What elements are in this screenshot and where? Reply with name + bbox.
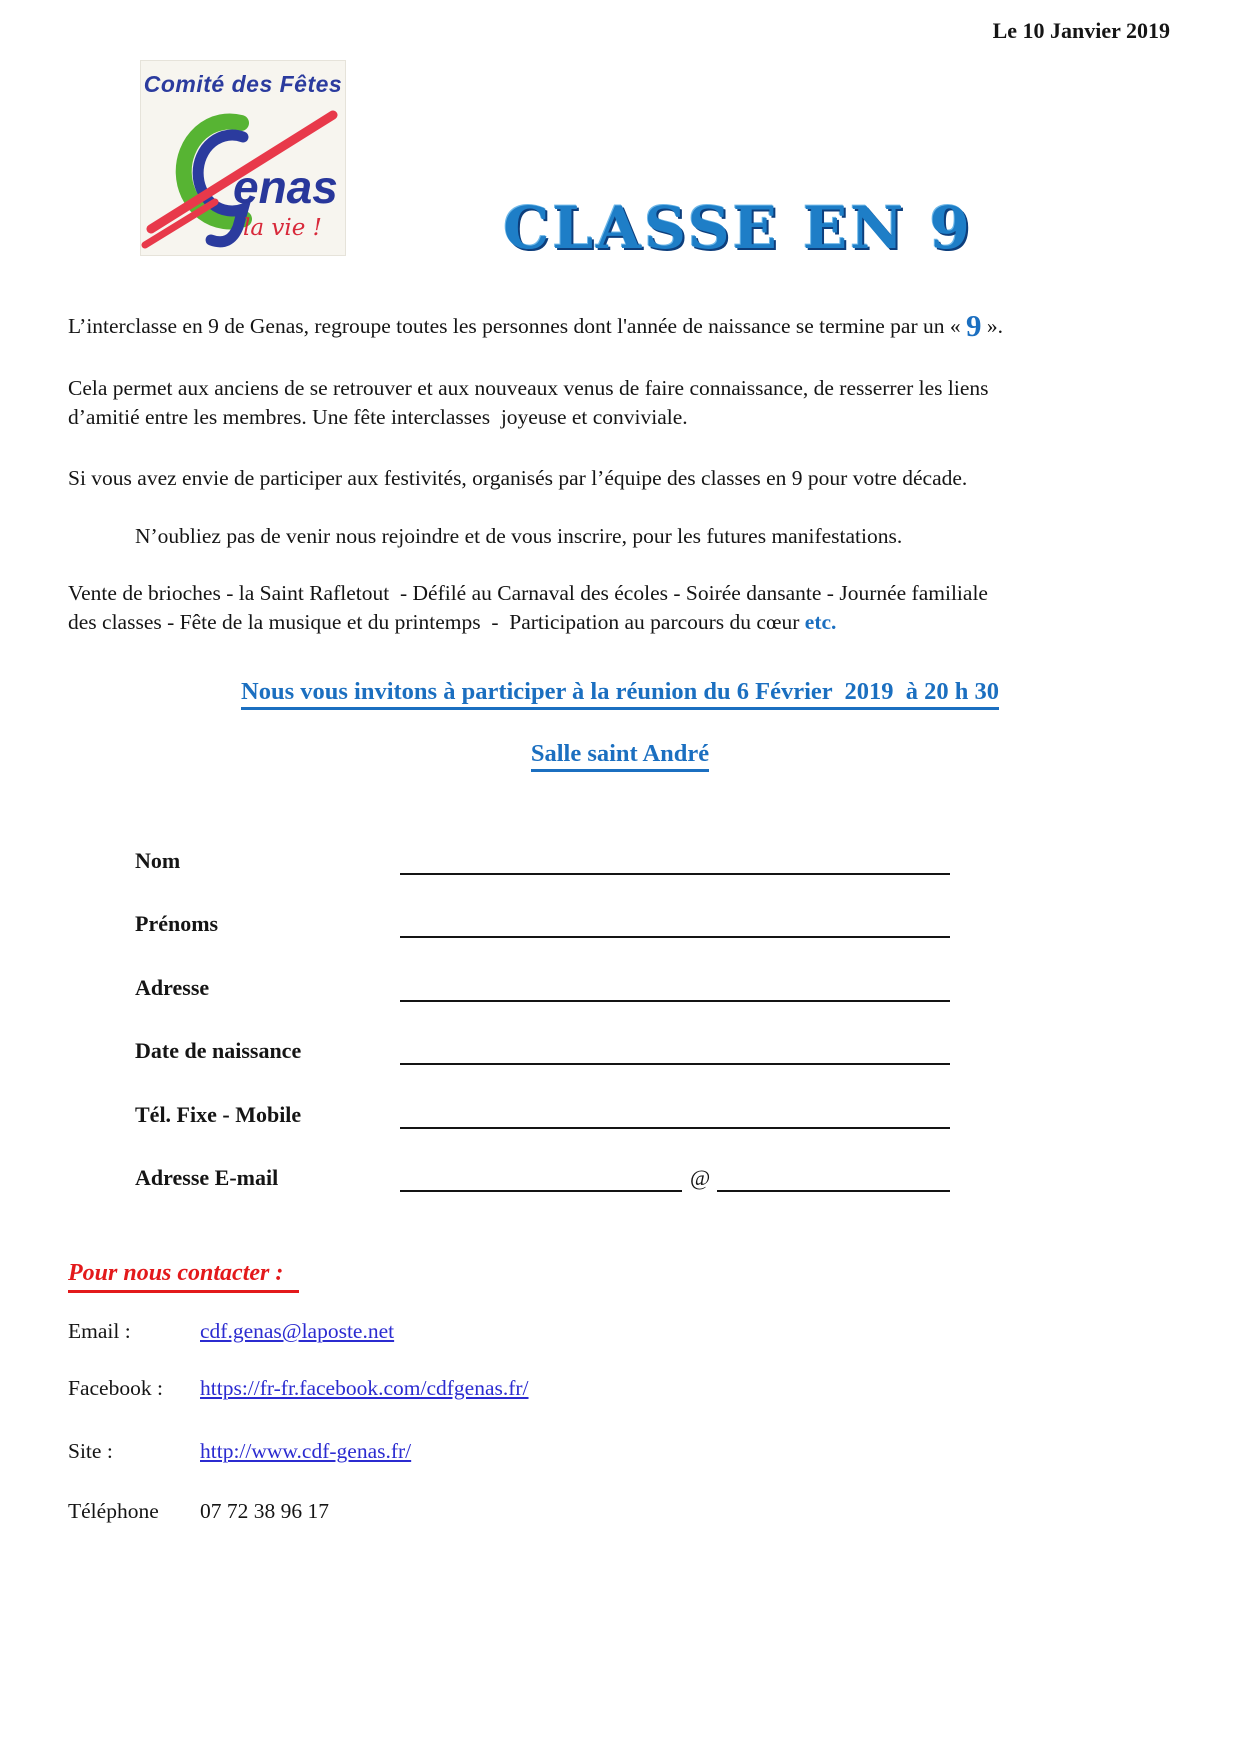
genas-logo-graphic <box>141 97 347 255</box>
paragraph-line: Vente de brioches - la Saint Rafletout - Défilé au Carnaval des écoles - Soirée dansante - Journée familiale <box>68 581 988 605</box>
logo-org-text: Comité des Fêtes <box>143 71 343 97</box>
at-symbol: @ <box>690 1165 711 1190</box>
document-date: Le 10 Janvier 2019 <box>992 18 1170 43</box>
contact-label: Facebook : <box>68 1376 163 1400</box>
venue-line <box>68 740 1172 772</box>
etc-highlight: etc. <box>804 610 837 634</box>
site-link[interactable]: http://www.cdf-genas.fr/ <box>200 1439 412 1463</box>
page-title: CLASSE EN 9 <box>503 194 973 262</box>
form-line-nom <box>400 873 950 875</box>
venue-text: Salle saint André <box>531 740 709 772</box>
nine-highlight: 9 <box>966 308 982 343</box>
paragraph-text: N’oubliez pas de venir nous rejoindre et de vous inscrire, pour les futures manifestations. <box>135 524 903 548</box>
comite-des-fetes-logo <box>140 60 346 256</box>
contact-row-phone <box>68 1499 329 1524</box>
contact-row-facebook <box>68 1376 529 1401</box>
form-line-adresse <box>400 1000 950 1002</box>
intro-paragraph-3 <box>68 464 1180 493</box>
paragraph-text: des classes - Fête de la musique et du printemps - Participation au parcours du cœur <box>68 610 805 634</box>
form-label-adresse: Adresse <box>135 975 210 1000</box>
form-label-email: Adresse E-mail <box>135 1165 279 1190</box>
form-line-email-domain <box>717 1190 950 1192</box>
email-link[interactable]: cdf.genas@laposte.net <box>200 1319 395 1343</box>
form-label-nom: Nom <box>135 848 181 873</box>
invitation-line <box>68 678 1172 710</box>
contact-row-site <box>68 1439 412 1464</box>
logo-tagline: la vie ! <box>243 215 322 241</box>
events-paragraph <box>68 579 1180 637</box>
form-label-telephone: Tél. Fixe - Mobile <box>135 1102 302 1127</box>
form-line-email-user <box>400 1190 682 1192</box>
intro-paragraph-4 <box>135 522 1240 551</box>
contact-label: Email : <box>68 1319 131 1343</box>
paragraph-line <box>68 608 1180 637</box>
contact-label: Site : <box>68 1439 113 1463</box>
form-label-naissance: Date de naissance <box>135 1038 302 1063</box>
intro-paragraph-1 <box>68 308 1180 343</box>
intro-paragraph-2 <box>68 374 1180 432</box>
paragraph-text: Si vous avez envie de participer aux festivités, organisés par l’équipe des classes en 9 pour votre décade. <box>68 466 968 490</box>
paragraph-line: Cela permet aux anciens de se retrouver et aux nouveaux venus de faire connaissance, de resserrer les liens <box>68 376 989 400</box>
contact-heading-text: Pour nous contacter : <box>68 1260 299 1293</box>
form-line-prenoms <box>400 936 950 938</box>
logo-wordmark: enas <box>233 161 338 213</box>
contact-row-email <box>68 1319 395 1344</box>
phone-value: 07 72 38 96 17 <box>200 1499 329 1523</box>
invitation-text: Nous vous invitons à participer à la réunion du 6 Février 2019 à 20 h 30 <box>241 678 999 710</box>
paragraph-text: ». <box>981 314 1004 338</box>
paragraph-text: L’interclasse en 9 de Genas, regroupe toutes les personnes dont l'année de naissance se termine par un « <box>68 314 967 338</box>
form-line-naissance <box>400 1063 950 1065</box>
form-label-prenoms: Prénoms <box>135 911 219 936</box>
facebook-link[interactable]: https://fr-fr.facebook.com/cdfgenas.fr/ <box>200 1376 529 1400</box>
form-line-telephone <box>400 1127 950 1129</box>
paragraph-line: d’amitié entre les membres. Une fête interclasses joyeuse et conviviale. <box>68 405 688 429</box>
contact-label: Téléphone <box>68 1499 159 1523</box>
contact-heading <box>68 1260 299 1293</box>
